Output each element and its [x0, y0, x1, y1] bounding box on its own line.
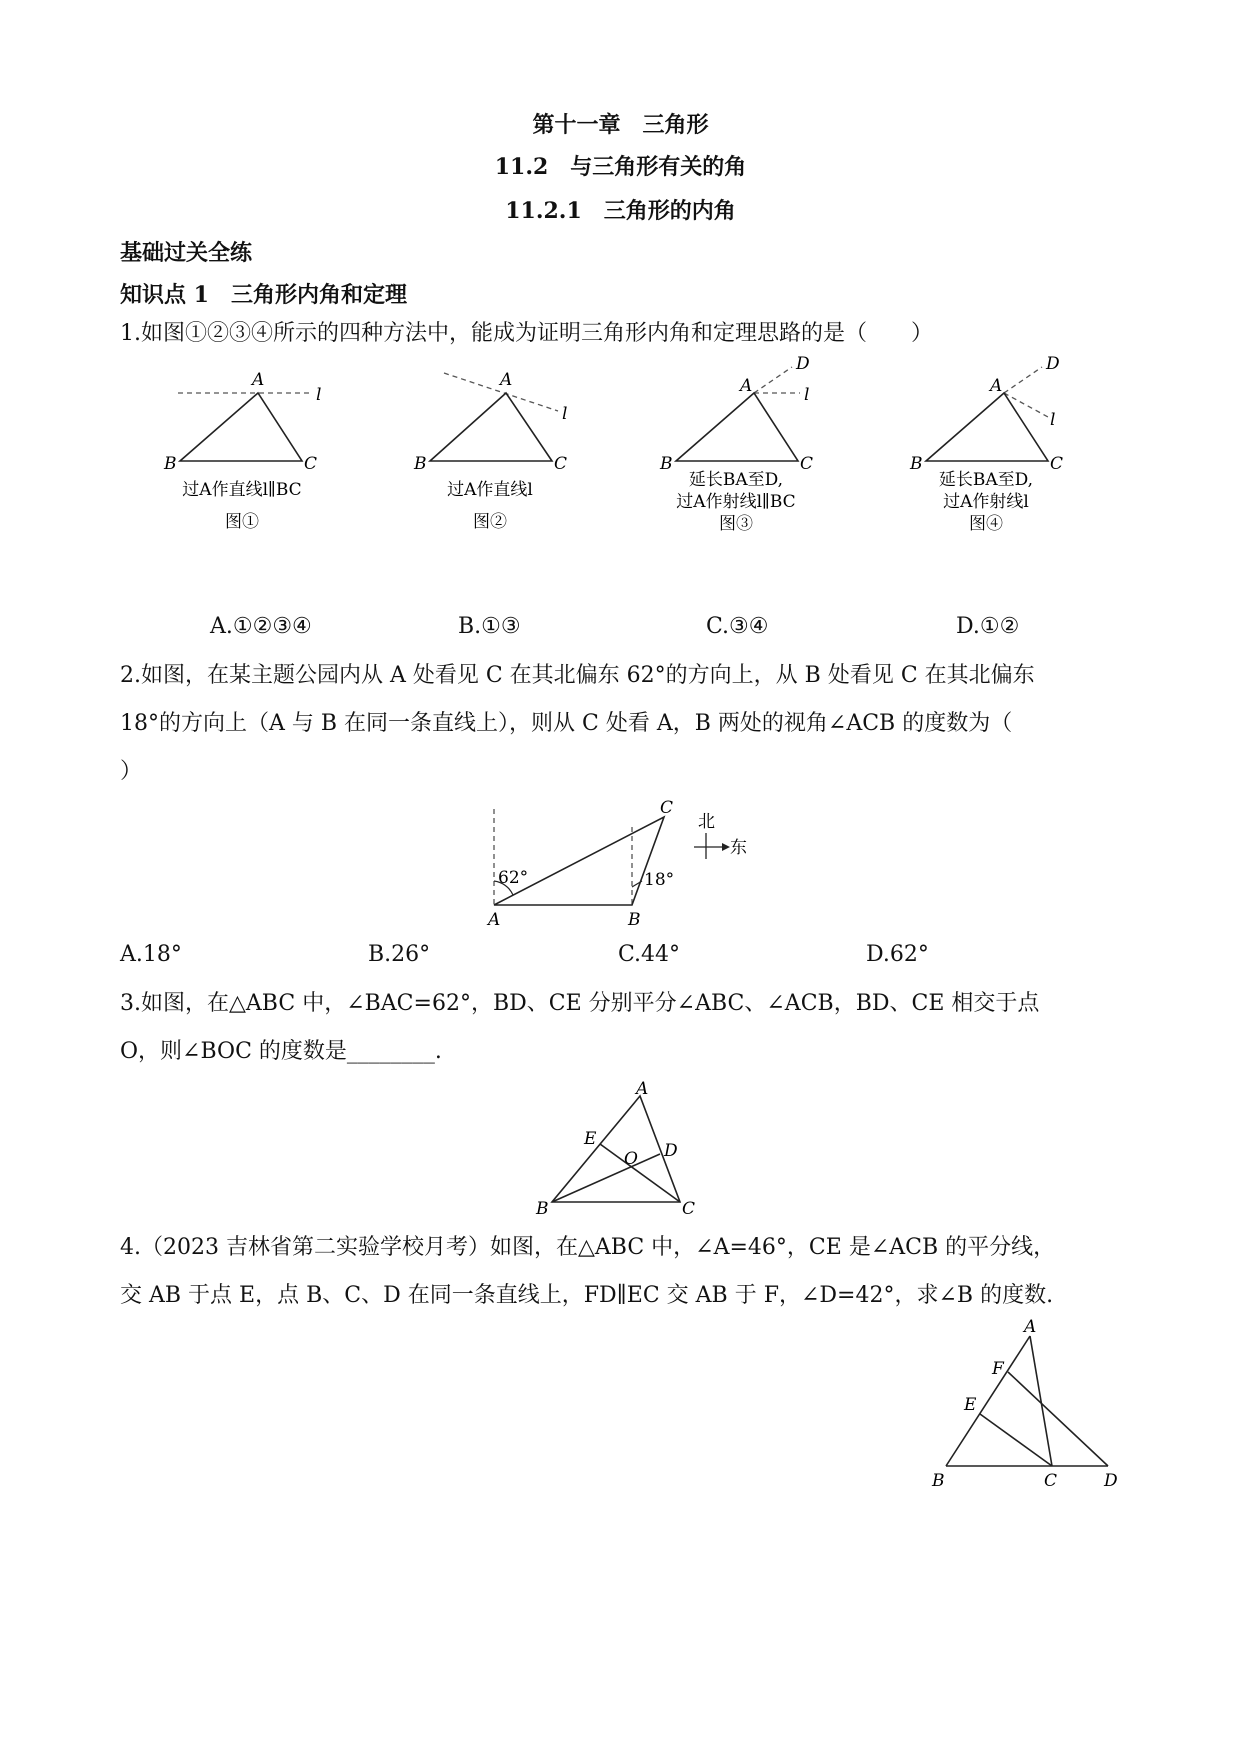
- figure-4: [909, 355, 1063, 534]
- q3-label-e: E: [584, 1129, 597, 1149]
- q2-option-a: A.18°: [120, 942, 182, 967]
- section-title: 11.2 与三角形有关的角: [494, 154, 747, 180]
- fig4-label-b: B: [910, 454, 923, 474]
- q3-line-2: O，则∠BOC 的度数是________.: [120, 1039, 442, 1064]
- q1-figures: [0, 355, 1241, 595]
- fig3-label-d: D: [796, 355, 810, 374]
- q1-option-c: C.③④: [706, 614, 769, 639]
- q2-angle-62: 62°: [498, 868, 529, 888]
- fig4-caption-2: 过A作射线l: [943, 492, 1029, 512]
- subsection-title: 11.2.1 三角形的内角: [505, 198, 736, 224]
- fig3-label-a: A: [740, 376, 753, 396]
- q3-figure: [0, 1080, 1241, 1220]
- fig2-label-c: C: [554, 454, 568, 474]
- fig3-label-b: B: [660, 454, 673, 474]
- q4-label-d: D: [1104, 1471, 1118, 1491]
- fig4-label-l: l: [1050, 410, 1056, 430]
- fig3-caption-1: 延长BA至D,: [688, 470, 784, 490]
- fig4-label-c: C: [1050, 454, 1064, 474]
- fig2-caption: 过A作直线l: [447, 480, 533, 500]
- q4-line-2: 交 AB 于点 E，点 B、C、D 在同一条直线上，FD∥EC 交 AB 于 F，∠D=42°，求∠B 的度数.: [120, 1283, 1054, 1308]
- knowledge-heading: 知识点 1 三角形内角和定理: [120, 282, 407, 308]
- fig2-label-b: B: [414, 454, 427, 474]
- fig2-label-l: l: [562, 404, 568, 424]
- q2-figure: [0, 795, 1241, 935]
- compass-arrow-icon: [722, 843, 730, 851]
- q2-line-1: 2.如图，在某主题公园内从 A 处看见 C 在其北偏东 62°的方向上，从 B 处看见 C 在其北偏东: [120, 663, 1035, 688]
- q3-label-b: B: [536, 1199, 549, 1219]
- fig1-caption: 过A作直线l∥BC: [182, 480, 302, 500]
- q1-option-b: B.①③: [458, 614, 521, 639]
- q2-label-c: C: [660, 798, 674, 818]
- fig3-label-l: l: [804, 385, 810, 405]
- fig1-label-c: C: [304, 454, 318, 474]
- q3-label-o: O: [624, 1149, 638, 1169]
- fig3-label-c: C: [800, 454, 814, 474]
- figure-1: [163, 370, 321, 532]
- practice-heading: 基础过关全练: [120, 240, 253, 266]
- q2-line-2: 18°的方向上（A 与 B 在同一条直线上），则从 C 处看 A，B 两处的视角∠ACB 的度数为（: [120, 711, 1013, 736]
- q2-option-b: B.26°: [368, 942, 431, 967]
- fig1-name: 图①: [225, 512, 259, 532]
- q2-label-b: B: [628, 910, 641, 930]
- fig1-label-b: B: [164, 454, 177, 474]
- q3-label-c: C: [682, 1199, 696, 1219]
- chapter-title: 第十一章 三角形: [532, 112, 709, 138]
- q4-label-f: F: [992, 1359, 1004, 1379]
- fig4-label-d: D: [1046, 355, 1060, 374]
- fig1-label-l: l: [316, 385, 322, 405]
- q4-label-b: B: [932, 1471, 945, 1491]
- q4-label-e: E: [964, 1395, 977, 1415]
- fig2-name: 图②: [473, 512, 507, 532]
- fig4-label-a: A: [990, 376, 1003, 396]
- q2-line-3: ）: [120, 759, 143, 784]
- fig1-label-a: A: [252, 370, 265, 390]
- q2-angle-18: 18°: [644, 870, 675, 890]
- fig3-caption-2: 过A作射线l∥BC: [676, 492, 796, 512]
- q2-label-a: A: [488, 910, 501, 930]
- q4-figure: [0, 1318, 1241, 1498]
- q1-option-a: A.①②③④: [210, 614, 312, 639]
- fig4-name: 图④: [969, 514, 1003, 534]
- fig4-caption-1: 延长BA至D,: [938, 470, 1034, 490]
- q3-label-d: D: [664, 1141, 678, 1161]
- q1-stem: 1.如图①②③④所示的四种方法中，能成为证明三角形内角和定理思路的是（ ）: [120, 321, 933, 346]
- fig2-label-a: A: [500, 370, 513, 390]
- figure-2: [413, 370, 567, 532]
- q2-option-d: D.62°: [866, 942, 929, 967]
- q3-label-a: A: [636, 1080, 649, 1099]
- q1-option-d: D.①②: [956, 614, 1020, 639]
- q3-line-1: 3.如图，在△ABC 中，∠BAC=62°，BD、CE 分别平分∠ABC、∠ACB，BD、CE 相交于点: [120, 991, 1040, 1016]
- fig3-name: 图③: [719, 514, 753, 534]
- q4-label-a: A: [1024, 1318, 1037, 1337]
- q2-east: 东: [730, 838, 747, 858]
- q2-north: 北: [698, 812, 715, 832]
- figure-3: [659, 355, 813, 534]
- q2-option-c: C.44°: [618, 942, 681, 967]
- q4-line-1: 4.（2023 吉林省第二实验学校月考）如图，在△ABC 中，∠A=46°，CE 是∠ACB 的平分线，: [120, 1235, 1056, 1260]
- q4-label-c: C: [1044, 1471, 1058, 1491]
